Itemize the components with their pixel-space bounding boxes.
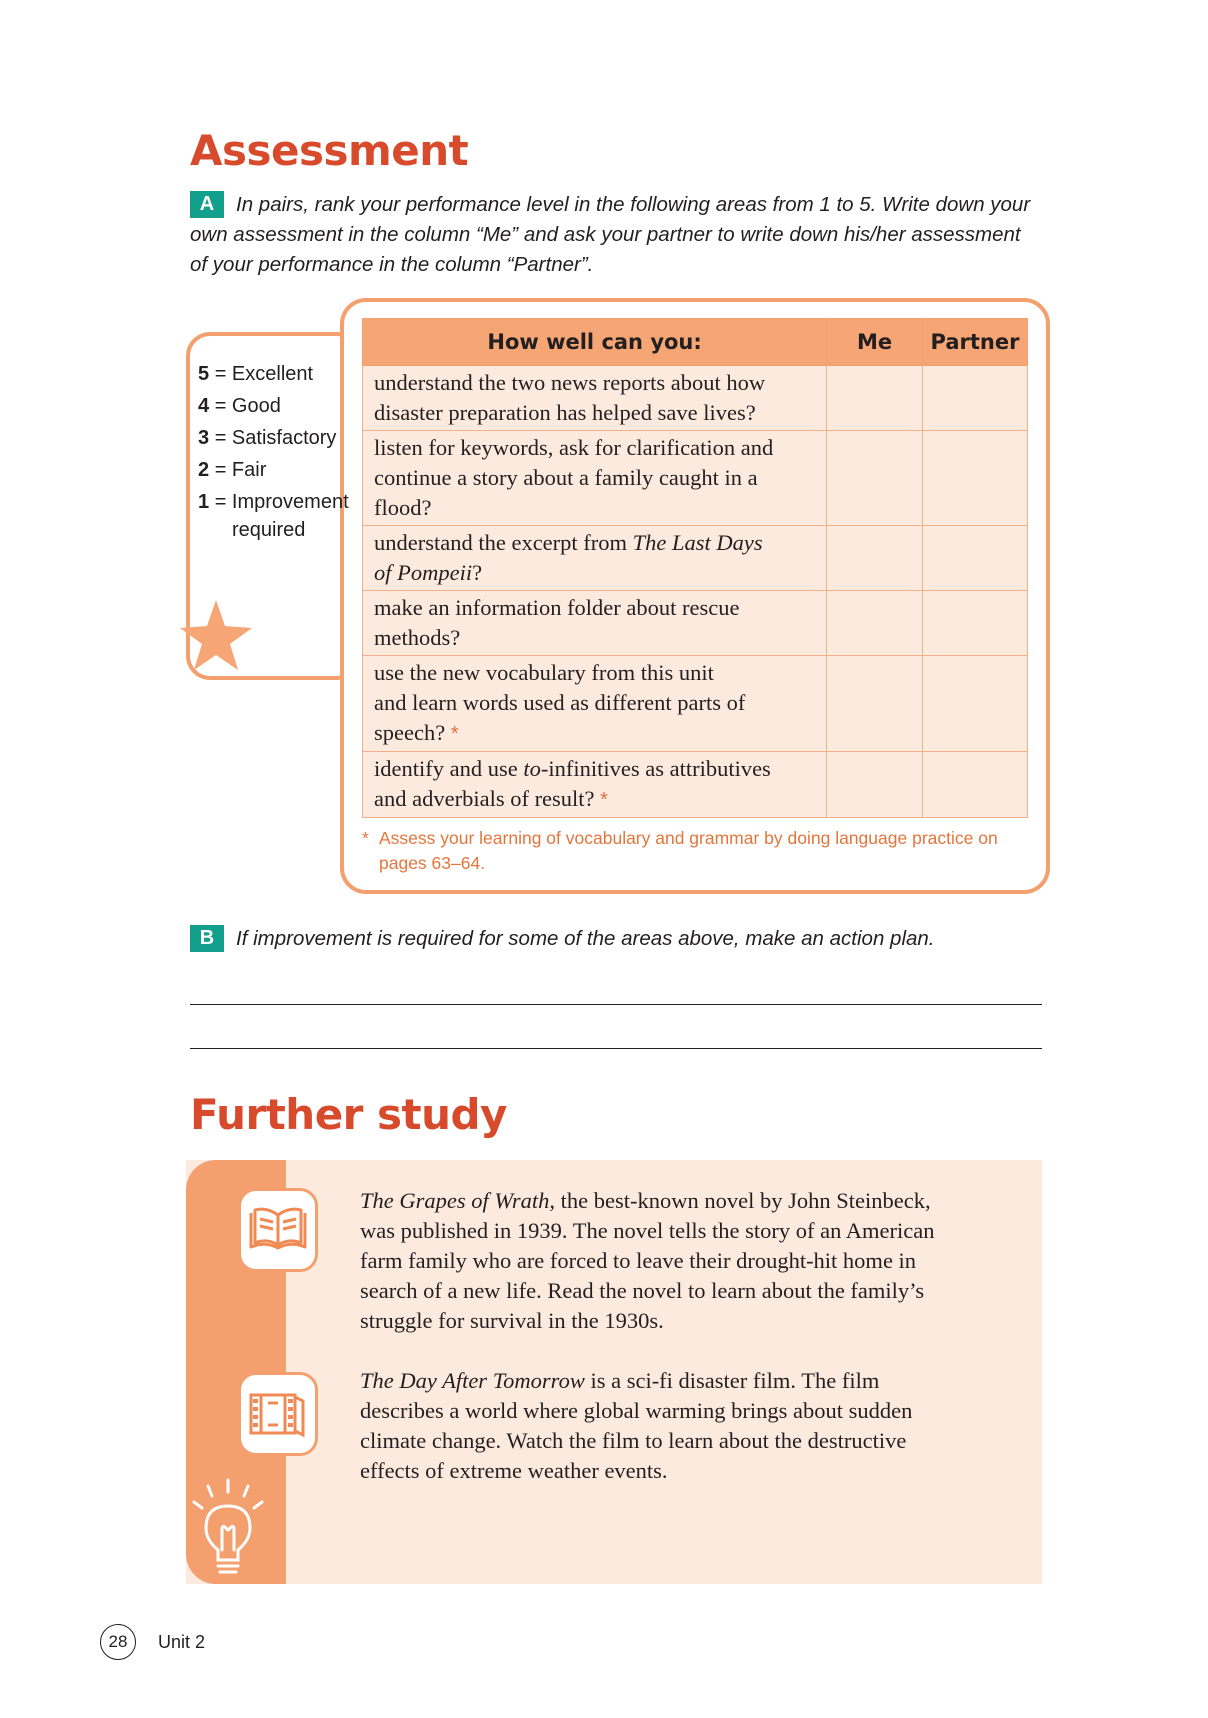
partner-cell[interactable] — [923, 591, 1028, 656]
me-cell[interactable] — [827, 752, 923, 818]
key-item: 2 = Fair — [198, 459, 267, 481]
footnote: * Assess your learning of vocabulary and grammar by doing language practice on pages 63–64. — [362, 828, 998, 873]
me-cell[interactable] — [827, 526, 923, 591]
key-item: 3 = Satisfactory — [198, 427, 337, 449]
film-title: The Day After Tomorrow — [360, 1368, 585, 1393]
film-recommendation: The Day After Tomorrow is a sci-fi disaster film. The film describes a world where global warming brings about sudden climate change. Watch the film to learn about the destructive effects of extreme weather events. — [360, 1368, 913, 1483]
part-b-badge: B — [190, 925, 224, 952]
table-row — [363, 431, 1028, 526]
asterisk-mark: * — [450, 723, 459, 745]
key-item: 5 = Excellent — [198, 363, 314, 385]
key-item: 1 = Improvement — [198, 491, 349, 513]
part-a-badge: A — [190, 191, 224, 218]
star-icon — [180, 600, 252, 672]
film-icon — [241, 1375, 315, 1453]
book-recommendation: The Grapes of Wrath, the best-known novel by John Steinbeck, was published in 1939. The novel tells the story of an American farm family who are forced to leave their drought-hit home in search of a new life. Read the novel to learn about the family’s struggle for survival in the 1930s. — [360, 1188, 935, 1333]
rating-key-list — [198, 358, 349, 542]
task-cell: understand the excerpt from The Last Days of Pompeii? — [363, 526, 827, 591]
unit-label: Unit 2 — [158, 1632, 206, 1652]
table-header-row — [363, 319, 1028, 366]
table-row — [363, 526, 1028, 591]
table-row — [363, 366, 1028, 431]
key-item-continuation: required — [232, 519, 306, 541]
partner-cell[interactable] — [923, 366, 1028, 431]
book-title: The Grapes of Wrath — [360, 1188, 550, 1213]
me-cell[interactable] — [827, 591, 923, 656]
action-plan-line[interactable] — [190, 1048, 1042, 1049]
partner-cell[interactable] — [923, 656, 1028, 752]
partner-cell[interactable] — [923, 431, 1028, 526]
task-cell: understand the two news reports about how disaster preparation has helped save lives? — [363, 366, 827, 431]
me-cell[interactable] — [827, 366, 923, 431]
table-row — [363, 752, 1028, 818]
book-tile — [238, 1188, 318, 1272]
part-b-instruction: B If improvement is required for some of the areas above, make an action plan. — [190, 924, 1050, 954]
column-header-partner: Partner — [923, 319, 1028, 366]
me-cell[interactable] — [827, 656, 923, 752]
assessment-table — [362, 318, 1028, 818]
partner-cell[interactable] — [923, 526, 1028, 591]
partner-cell[interactable] — [923, 752, 1028, 818]
film-tile — [238, 1372, 318, 1456]
task-cell: identify and use to-infinitives as attributives and adverbials of result? * — [363, 752, 827, 818]
key-item: 4 = Good — [198, 395, 281, 417]
assessment-title: Assessment — [190, 126, 469, 175]
further-study-title: Further study — [190, 1090, 507, 1139]
page-number: 28 — [100, 1624, 136, 1660]
book-icon — [241, 1191, 315, 1269]
me-cell[interactable] — [827, 431, 923, 526]
asterisk-mark: * — [600, 789, 608, 811]
part-a-instruction: A In pairs, rank your performance level in the following areas from 1 to 5. Write down your own assessment in the column “Me” and ask your partner to write down his/her assessment of your performance in the column “Partner”. — [190, 193, 1031, 276]
lightbulb-icon — [186, 1472, 286, 1584]
column-header-task: How well can you: — [363, 319, 827, 366]
task-cell: listen for keywords, ask for clarification and continue a story about a family caught in a flood? — [363, 431, 827, 526]
task-cell: use the new vocabulary from this unit and learn words used as different parts of speech? * — [363, 656, 827, 752]
table-row — [363, 591, 1028, 656]
task-cell: make an information folder about rescue methods? — [363, 591, 827, 656]
table-row — [363, 656, 1028, 752]
action-plan-line[interactable] — [190, 1004, 1042, 1005]
column-header-me: Me — [827, 319, 923, 366]
